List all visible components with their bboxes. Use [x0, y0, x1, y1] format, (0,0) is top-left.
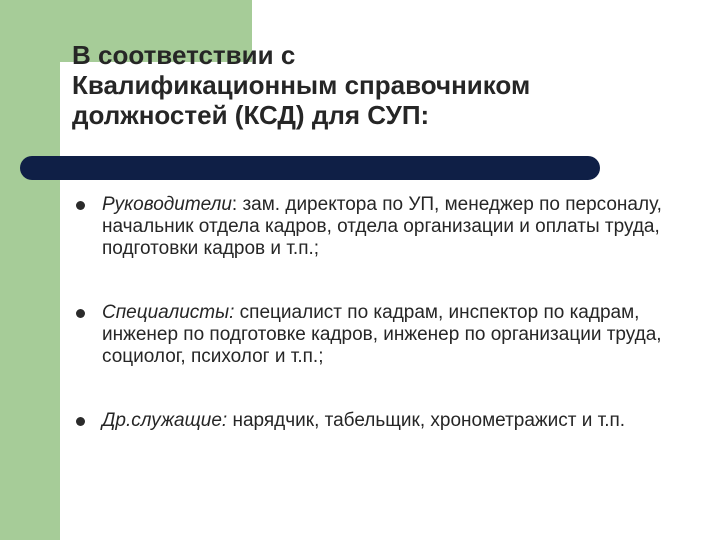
bullet-dot-icon: [76, 417, 85, 426]
bullet-text: нарядчик, табельщик, хронометражист и т.п.: [227, 410, 626, 431]
title-line-3: должностей (КСД) для СУП:: [72, 100, 430, 130]
title-divider: [20, 156, 600, 180]
bullet-other-staff: [74, 410, 694, 432]
bullet-managers: [74, 194, 694, 302]
bullet-dot-icon: [76, 201, 85, 210]
bullet-term: Др.служащие:: [102, 410, 228, 431]
green-accent-bar: [0, 0, 60, 540]
bullet-list: [74, 194, 694, 432]
bullet-dot-icon: [76, 309, 85, 318]
slide-title: [72, 40, 692, 130]
title-line-1: В соответствии с: [72, 40, 296, 70]
bullet-text: : зам. директора по УП, менеджер по персоналу, начальник отдела кадров, отдела организации и оплаты труда, подготовки кадров и т.п.;: [102, 194, 662, 259]
bullet-specialists: [74, 302, 694, 410]
bullet-term: Специалисты:: [102, 302, 235, 323]
title-line-2: Квалификационным справочником: [72, 70, 531, 100]
bullet-text: специалист по кадрам, инспектор по кадрам, инженер по подготовке кадров, инженер по организации труда, социолог, психолог и т.п.;: [102, 302, 662, 367]
bullet-term: Руководители: [102, 194, 232, 215]
